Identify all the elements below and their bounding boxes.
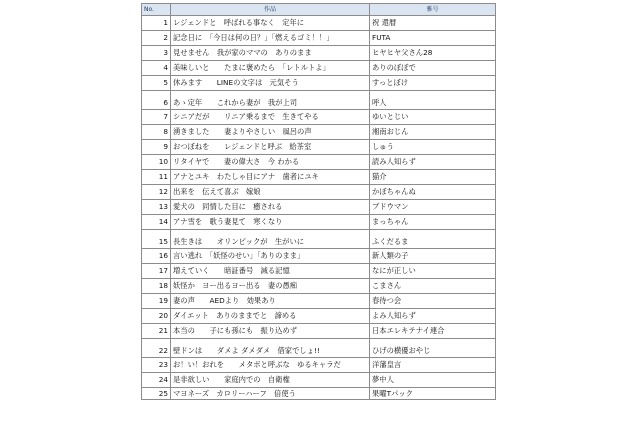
row-work: 妖怪か ヨー出るヨー出る 妻の愚痴 xyxy=(171,279,370,294)
row-number: 13 xyxy=(142,200,171,215)
row-pen-name: 果曜Tパック xyxy=(370,388,496,400)
row-number: 9 xyxy=(142,140,171,155)
table-row xyxy=(142,279,496,294)
table-row xyxy=(142,91,496,110)
row-pen-name: ヒヤヒヤ父さん28 xyxy=(370,46,496,61)
row-pen-name: 春待つ会 xyxy=(370,294,496,309)
table-row xyxy=(142,294,496,309)
row-pen-name: 日本エレキテナイ連合 xyxy=(370,324,496,339)
row-work: 壁ドンは ダメよ ダメダメ 借家でしょ!! xyxy=(171,339,370,358)
row-pen-name: ブドウマン xyxy=(370,200,496,215)
header-no: No. xyxy=(142,4,171,16)
row-work: 美味しいと たまに褒めたら 「レトルトよ」 xyxy=(171,61,370,76)
table-row xyxy=(142,110,496,125)
row-number: 2 xyxy=(142,31,171,46)
row-work: 妻の声 AEDより 効果あり xyxy=(171,294,370,309)
row-number: 17 xyxy=(142,264,171,279)
table-row xyxy=(142,140,496,155)
row-pen-name: 湘南おじん xyxy=(370,125,496,140)
table-row xyxy=(142,125,496,140)
row-pen-name: 新人類の子 xyxy=(370,249,496,264)
row-number: 18 xyxy=(142,279,171,294)
row-number: 4 xyxy=(142,61,171,76)
table-row xyxy=(142,155,496,170)
row-work: お！い！おれを メタボと呼ぶな ゆるキャラだ xyxy=(171,358,370,373)
row-work: マヨネーズ カロリーハーフ 倍使う xyxy=(171,388,370,400)
row-number: 8 xyxy=(142,125,171,140)
header-work: 作品 xyxy=(171,4,370,16)
row-number: 6 xyxy=(142,91,171,110)
row-work: ダイエット ありのままでと 諦める xyxy=(171,309,370,324)
table-row xyxy=(142,249,496,264)
row-pen-name: ひげの横優おやじ xyxy=(370,339,496,358)
row-pen-name: まっちゃん xyxy=(370,215,496,230)
row-pen-name: しゅう xyxy=(370,140,496,155)
table-row xyxy=(142,309,496,324)
row-number: 11 xyxy=(142,170,171,185)
row-pen-name: 呼人 xyxy=(370,91,496,110)
table-row xyxy=(142,16,496,31)
row-pen-name: ゆいとじい xyxy=(370,110,496,125)
row-number: 20 xyxy=(142,309,171,324)
table-row xyxy=(142,76,496,91)
row-number: 25 xyxy=(142,388,171,400)
table-row xyxy=(142,339,496,358)
table-row xyxy=(142,358,496,373)
row-work: 湧きました 妻よりやさしい 風呂の声 xyxy=(171,125,370,140)
row-pen-name: 夢中人 xyxy=(370,373,496,388)
senryu-table xyxy=(141,3,496,400)
row-number: 15 xyxy=(142,230,171,249)
row-pen-name: 洋藩皇言 xyxy=(370,358,496,373)
row-work: 本当の 子にも孫にも 振り込めず xyxy=(171,324,370,339)
row-number: 19 xyxy=(142,294,171,309)
row-pen-name: 猫介 xyxy=(370,170,496,185)
row-number: 24 xyxy=(142,373,171,388)
table-row xyxy=(142,230,496,249)
row-pen-name: なにが正しい xyxy=(370,264,496,279)
row-work: レジェンドと 呼ばれる事なく 定年に xyxy=(171,16,370,31)
row-work: アナ雪を 歌う妻見て 寒くなり xyxy=(171,215,370,230)
row-work: 是非欲しい 家庭内での 自衛権 xyxy=(171,373,370,388)
table-header-row xyxy=(142,4,496,16)
table-row xyxy=(142,200,496,215)
row-number: 1 xyxy=(142,16,171,31)
table-row xyxy=(142,31,496,46)
row-work: 出来を 伝えて喜ぶ 嫁娘 xyxy=(171,185,370,200)
header-pen-name: 雅号 xyxy=(370,4,496,16)
row-number: 16 xyxy=(142,249,171,264)
row-pen-name: FUTA xyxy=(370,31,496,46)
row-pen-name: こまさん xyxy=(370,279,496,294)
table-row xyxy=(142,324,496,339)
row-number: 5 xyxy=(142,76,171,91)
row-work: シニアだが リニア乗るまで 生きてやる xyxy=(171,110,370,125)
row-work: 見せません 我が家のママの ありのまま xyxy=(171,46,370,61)
row-work: 愛犬の 同情した目に 癒される xyxy=(171,200,370,215)
row-number: 7 xyxy=(142,110,171,125)
table-row xyxy=(142,215,496,230)
row-work: おつぼねを レジェンドと呼ぶ 給茶室 xyxy=(171,140,370,155)
row-pen-name: 祝 還暦 xyxy=(370,16,496,31)
row-pen-name: すっとぼけ xyxy=(370,76,496,91)
row-number: 21 xyxy=(142,324,171,339)
table-row xyxy=(142,185,496,200)
table-row xyxy=(142,46,496,61)
row-work: リタイヤで 妻の偉大さ 今 わかる xyxy=(171,155,370,170)
row-pen-name: よみ人知らず xyxy=(370,309,496,324)
row-work: あゝ定年 これから妻が 我が上司 xyxy=(171,91,370,110)
row-work: 記念日に 「今日は何の日？」「燃えるゴミ！！」 xyxy=(171,31,370,46)
row-pen-name: ふくだるま xyxy=(370,230,496,249)
table-row xyxy=(142,264,496,279)
table-row xyxy=(142,170,496,185)
row-work: アナとユキ わたしゃ目にアナ 歯者にユキ xyxy=(171,170,370,185)
row-work: 休みます LINEの文字は 元気そう xyxy=(171,76,370,91)
row-number: 23 xyxy=(142,358,171,373)
row-number: 3 xyxy=(142,46,171,61)
row-pen-name: 読み人知らず xyxy=(370,155,496,170)
row-number: 10 xyxy=(142,155,171,170)
row-number: 22 xyxy=(142,339,171,358)
row-work: 長生きは オリンピックが 生がいに xyxy=(171,230,370,249)
row-work: 増えていく 暗証番号 減る記憶 xyxy=(171,264,370,279)
table-row xyxy=(142,388,496,400)
table-row xyxy=(142,373,496,388)
table-row xyxy=(142,61,496,76)
row-pen-name: かぼちゃんぬ xyxy=(370,185,496,200)
row-number: 14 xyxy=(142,215,171,230)
row-number: 12 xyxy=(142,185,171,200)
row-work: 言い逃れ 「妖怪のせい」「ありのまま」 xyxy=(171,249,370,264)
row-pen-name: ありのぼぼで xyxy=(370,61,496,76)
